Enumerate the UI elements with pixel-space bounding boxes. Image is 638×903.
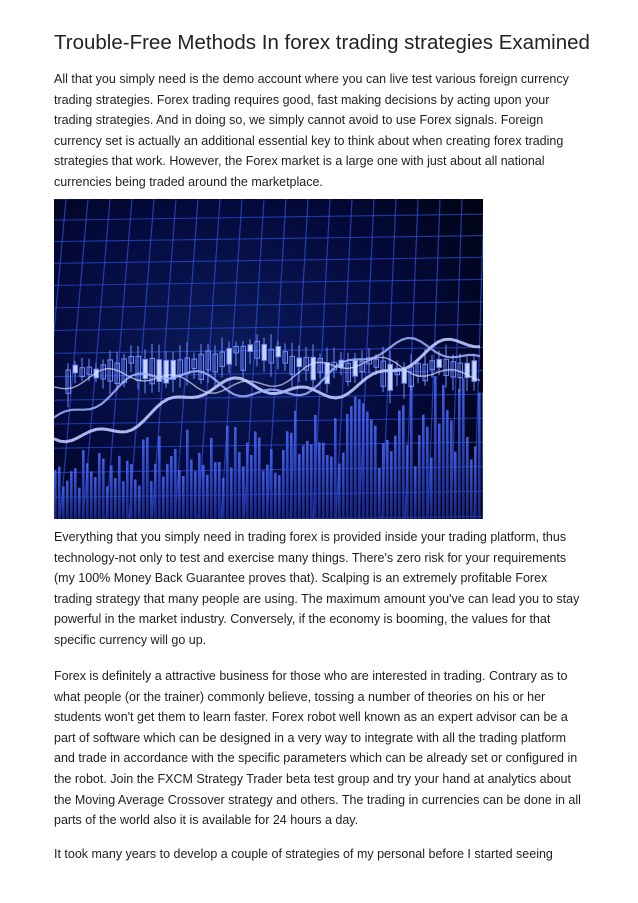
- paragraph-4: It took many years to develop a couple of strategies of my personal before I started seeing: [54, 847, 553, 861]
- volume-bar: [162, 477, 165, 519]
- volume-bar: [462, 378, 465, 519]
- volume-bar: [386, 440, 389, 519]
- volume-bar: [478, 393, 481, 519]
- volume-bar: [114, 478, 117, 519]
- volume-bar: [326, 455, 329, 519]
- volume-bar: [206, 475, 209, 519]
- volume-bar: [202, 465, 205, 519]
- paragraph-3: Forex is definitely a attractive business for those who are interested in trading. Contrary as to what people (or the trainer) commonly believe, tossing a number of theories on his or her students won't get them to learn faster. Forex robot well known as an expert advisor can be a part of software which can be designed in a very way to integrate with all the trading platform and trade in accordance with the specific parameters which can be already set or configured in the robot. Join the FXCM Strategy Trader beta test group and try your hand at analytics about the Moving Average Crossover strategy and others. The trading in currencies can be done in all parts of the world also it is available for 24 hours a day.: [54, 669, 581, 828]
- volume-bar: [70, 471, 73, 519]
- volume-bar: [350, 406, 353, 519]
- candle-body: [437, 359, 442, 367]
- volume-bar: [430, 457, 433, 519]
- volume-bar: [66, 481, 69, 519]
- volume-bar: [398, 410, 401, 519]
- volume-bar: [362, 403, 365, 519]
- volume-bar: [298, 454, 301, 519]
- volume-bar: [102, 459, 105, 519]
- volume-bar: [246, 443, 249, 519]
- volume-bar: [354, 397, 357, 519]
- candle-body: [262, 344, 267, 360]
- volume-bar: [378, 468, 381, 519]
- volume-bar: [258, 438, 261, 519]
- volume-bar: [302, 446, 305, 519]
- volume-bar: [186, 430, 189, 519]
- volume-bar: [382, 443, 385, 519]
- candle-body: [402, 370, 407, 383]
- volume-bar: [130, 464, 133, 519]
- candle-body: [353, 360, 358, 376]
- volume-bar: [306, 441, 309, 519]
- volume-bar: [274, 473, 277, 519]
- volume-bar: [86, 463, 89, 519]
- volume-bar: [394, 436, 397, 519]
- volume-bar: [474, 447, 477, 519]
- volume-bar: [438, 423, 441, 519]
- volume-bar: [458, 389, 461, 519]
- volume-bar: [134, 479, 137, 519]
- volume-bar: [242, 466, 245, 519]
- volume-bar: [198, 453, 201, 519]
- volume-bar: [98, 453, 101, 519]
- volume-bar: [54, 470, 57, 519]
- volume-bar: [118, 456, 121, 519]
- volume-bar: [158, 436, 161, 519]
- volume-bar: [106, 486, 109, 519]
- volume-bar: [414, 466, 417, 519]
- volume-bar: [150, 481, 153, 519]
- candle-body: [73, 365, 78, 373]
- volume-bar: [166, 464, 169, 519]
- volume-bar: [434, 376, 437, 519]
- forex-chart-image: [54, 199, 483, 519]
- volume-bar: [262, 471, 265, 519]
- volume-bar: [318, 442, 321, 519]
- candle-body: [227, 348, 232, 364]
- volume-bar: [122, 481, 125, 519]
- volume-bar: [470, 459, 473, 519]
- volume-bar: [110, 465, 113, 519]
- candle-body: [143, 359, 148, 378]
- volume-bar: [390, 451, 393, 519]
- volume-bar: [294, 411, 297, 519]
- candle-body: [297, 358, 302, 367]
- volume-bar: [234, 427, 237, 519]
- volume-bar: [410, 385, 413, 519]
- volume-bar: [330, 457, 333, 519]
- candle-body: [276, 347, 281, 357]
- volume-bar: [230, 467, 233, 519]
- volume-bar: [222, 478, 225, 519]
- volume-bar: [170, 456, 173, 519]
- volume-bar: [266, 465, 269, 519]
- volume-bar: [154, 464, 157, 519]
- volume-bar: [358, 399, 361, 519]
- volume-bar: [174, 449, 177, 519]
- volume-bar: [142, 439, 145, 519]
- volume-bar: [290, 433, 293, 519]
- volume-bar: [210, 438, 213, 519]
- volume-bar: [426, 427, 429, 519]
- volume-bar: [126, 461, 129, 519]
- candle-body: [388, 364, 393, 390]
- volume-bar: [342, 453, 345, 519]
- volume-bar: [226, 426, 229, 519]
- volume-bar: [138, 486, 141, 519]
- volume-bar: [366, 412, 369, 519]
- volume-bar: [402, 405, 405, 519]
- volume-bar: [450, 420, 453, 519]
- volume-bar: [90, 471, 93, 519]
- volume-bar: [418, 435, 421, 519]
- volume-bar: [214, 462, 217, 519]
- volume-bar: [194, 471, 197, 519]
- volume-bar: [442, 385, 445, 519]
- volume-bar: [78, 488, 81, 519]
- volume-bar: [322, 443, 325, 519]
- volume-bar: [406, 445, 409, 519]
- volume-bar: [282, 450, 285, 519]
- volume-bar: [466, 437, 469, 519]
- volume-bar: [310, 444, 313, 519]
- volume-bar: [314, 415, 317, 519]
- forex-chart-graphic: [54, 199, 483, 519]
- volume-bar: [278, 475, 281, 519]
- candle-body: [248, 345, 253, 352]
- volume-bar: [62, 487, 65, 519]
- volume-bar: [250, 455, 253, 519]
- volume-bar: [74, 468, 77, 519]
- volume-bar: [178, 470, 181, 519]
- volume-bar: [182, 476, 185, 519]
- paragraph-1: All that you simply need is the demo account where you can live test various foreign currency trading strategies. Forex trading requires good, fast making decisions by acting upon your trading strategies. And in doing so, we simply cannot avoid to use Forex signals. Foreign currency set is actually an additional essential key to think about when creating forex trading strategies that work. However, the Forex market is a large one with just about all national currencies being traded around the marketplace.: [54, 72, 569, 189]
- volume-bar: [190, 460, 193, 519]
- volume-bar: [286, 431, 289, 519]
- volume-bar: [374, 426, 377, 519]
- volume-bar: [422, 415, 425, 519]
- volume-bar: [94, 477, 97, 519]
- paragraph-2: Everything that you simply need in trading forex is provided inside your trading platform, thus technology-not only to test and exercise many things. There's zero risk for your requirements (my 100% Money Back Guarantee proves that). Scalping is an extremely profitable Forex trading strategy that many people are using. The maximum amount you've can lead you to stay powerful in the market industry. Conversely, if the economy is booming, the values for that specific currency will go up.: [54, 530, 580, 647]
- volume-bar: [58, 467, 61, 519]
- volume-bar: [254, 431, 257, 519]
- volume-bar: [446, 410, 449, 519]
- volume-bar: [454, 452, 457, 519]
- volume-bar: [338, 464, 341, 519]
- volume-bar: [334, 418, 337, 519]
- volume-bar: [146, 437, 149, 519]
- volume-bar: [482, 393, 483, 519]
- volume-bar: [82, 450, 85, 519]
- volume-bar: [270, 449, 273, 519]
- volume-bar: [346, 414, 349, 519]
- volume-bar: [370, 419, 373, 519]
- volume-bar: [238, 452, 241, 519]
- candle-body: [311, 357, 316, 380]
- volume-bar: [218, 462, 221, 519]
- page-title: Trouble-Free Methods In forex trading strategies Examined: [54, 31, 590, 54]
